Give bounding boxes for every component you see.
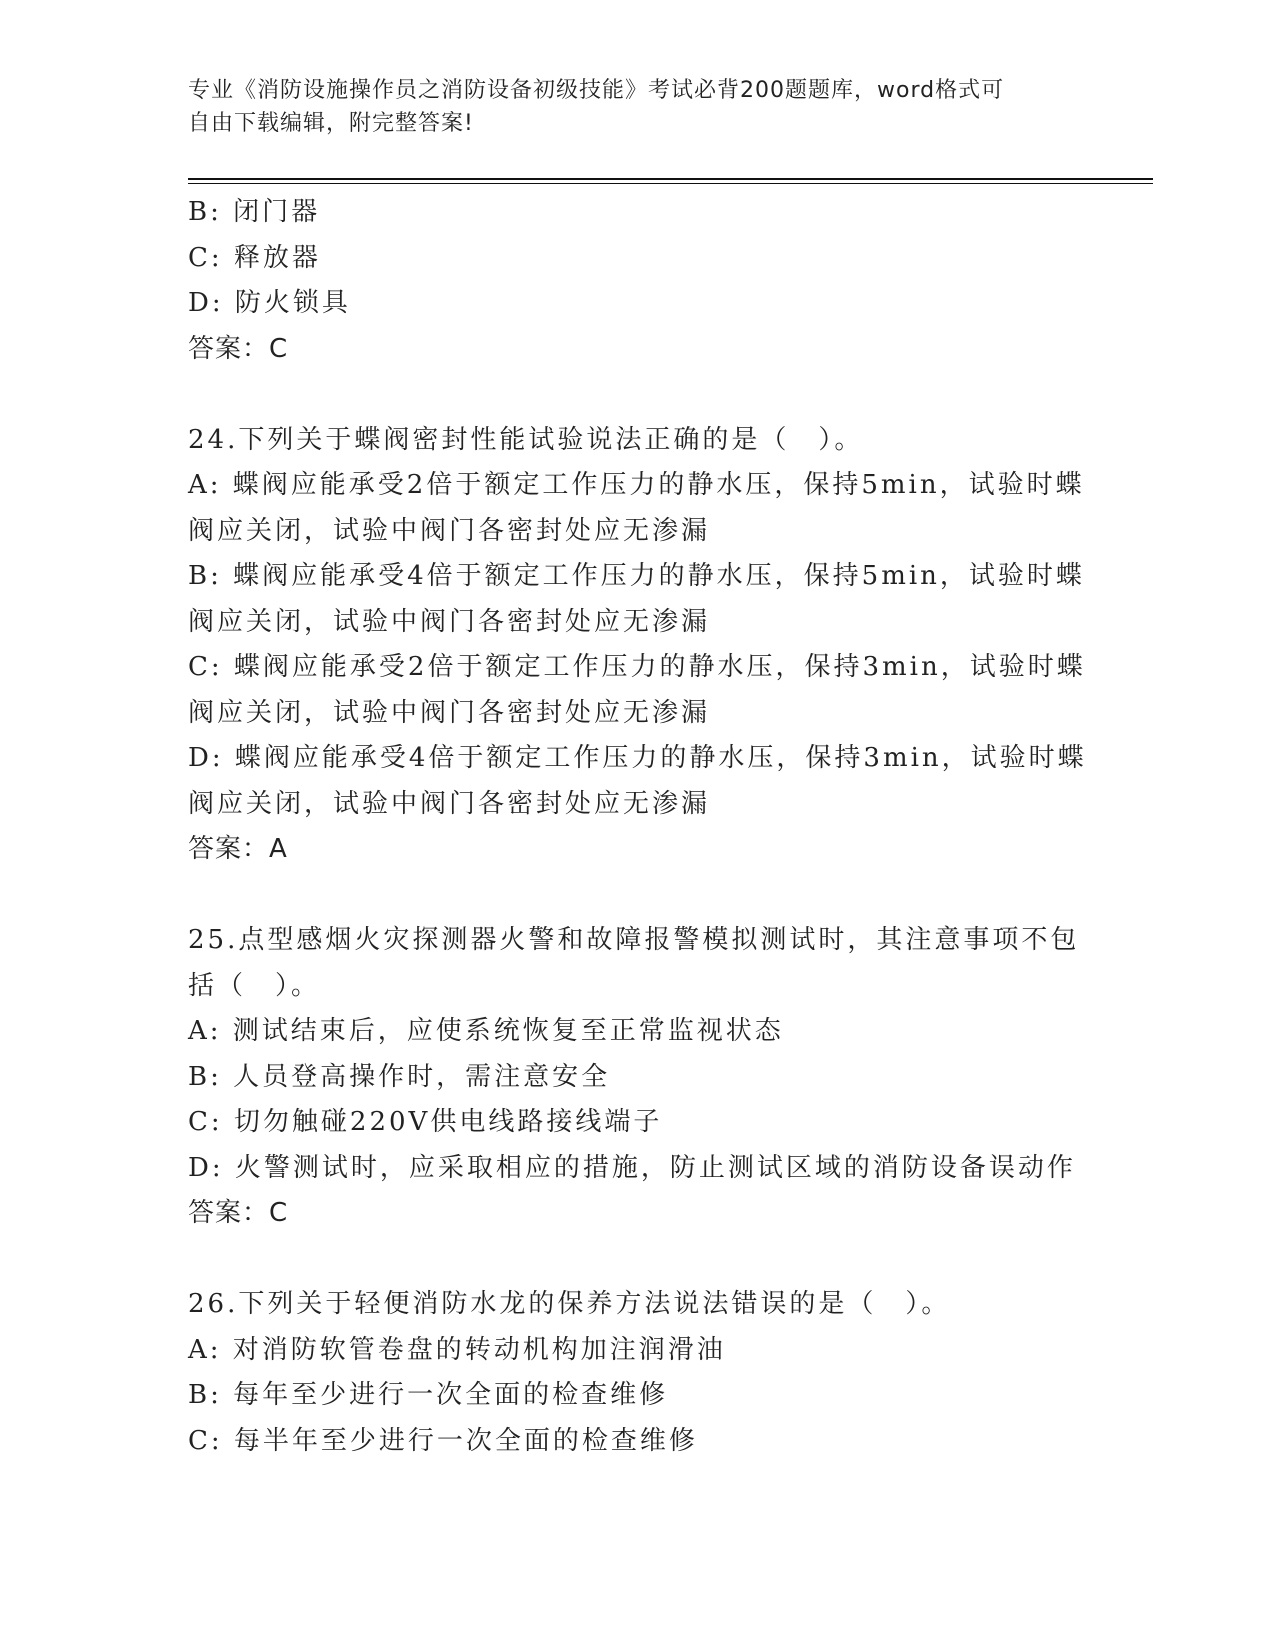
question-text: 25.点型感烟火灾探测器火警和故障报警模拟测试时，其注意事项不包 [188, 925, 1080, 955]
question-block-26 [188, 1282, 1088, 1464]
answer-line: 答案：C [188, 1198, 289, 1228]
option-c: C: 蝶阀应能承受2倍于额定工作压力的静水压，保持3min，试验时蝶 [188, 652, 1086, 682]
option-b: B: 闭门器 [188, 197, 321, 227]
question-content [188, 190, 1088, 1464]
option-b: B: 每年至少进行一次全面的检查维修 [188, 1380, 669, 1410]
question-block-24 [188, 418, 1088, 873]
option-d-continued: 阀应关闭，试验中阀门各密封处应无渗漏 [188, 788, 711, 819]
question-text: 26.下列关于轻便消防水龙的保养方法说法错误的是（ ）。 [188, 1289, 951, 1319]
option-c-continued: 阀应关闭，试验中阀门各密封处应无渗漏 [188, 697, 711, 728]
spacer [188, 873, 1088, 919]
option-b: B: 人员登高操作时，需注意安全 [188, 1061, 611, 1092]
option-a: A: 测试结束后，应使系统恢复至正常监视状态 [188, 1016, 784, 1046]
question-block-23 [188, 190, 1088, 372]
option-a: A: 蝶阀应能承受2倍于额定工作压力的静水压，保持5min，试验时蝶 [188, 470, 1085, 500]
answer-line: 答案：A [188, 834, 288, 864]
question-block-25 [188, 918, 1088, 1237]
option-a: A: 对消防软管卷盘的转动机构加注润滑油 [188, 1334, 726, 1365]
answer-line: 答案：C [188, 333, 289, 364]
header-divider-thin [188, 183, 1153, 184]
spacer [188, 1237, 1088, 1283]
header-line-2: 自由下载编辑，附完整答案! [188, 111, 474, 136]
page-header [188, 74, 1068, 140]
option-b-continued: 阀应关闭，试验中阀门各密封处应无渗漏 [188, 606, 711, 637]
option-c: C: 每半年至少进行一次全面的检查维修 [188, 1425, 698, 1456]
option-b: B: 蝶阀应能承受4倍于额定工作压力的静水压，保持5min，试验时蝶 [188, 561, 1085, 591]
spacer [188, 372, 1088, 418]
question-text-continued: 括（ ）。 [188, 970, 321, 1001]
header-divider-thick [188, 178, 1153, 180]
option-d: D: 蝶阀应能承受4倍于额定工作压力的静水压，保持3min，试验时蝶 [188, 743, 1087, 773]
option-a-continued: 阀应关闭，试验中阀门各密封处应无渗漏 [188, 515, 711, 546]
option-c: C: 切勿触碰220V供电线路接线端子 [188, 1107, 663, 1137]
option-c: C: 释放器 [188, 242, 321, 273]
header-line-1: 专业《消防设施操作员之消防设备初级技能》考试必背200题题库，word格式可 [188, 78, 1005, 103]
option-d: D: 火警测试时，应采取相应的措施，防止测试区域的消防设备误动作 [188, 1152, 1076, 1183]
question-text: 24.下列关于蝶阀密封性能试验说法正确的是（ ）。 [188, 424, 864, 455]
option-d: D: 防火锁具 [188, 288, 351, 318]
